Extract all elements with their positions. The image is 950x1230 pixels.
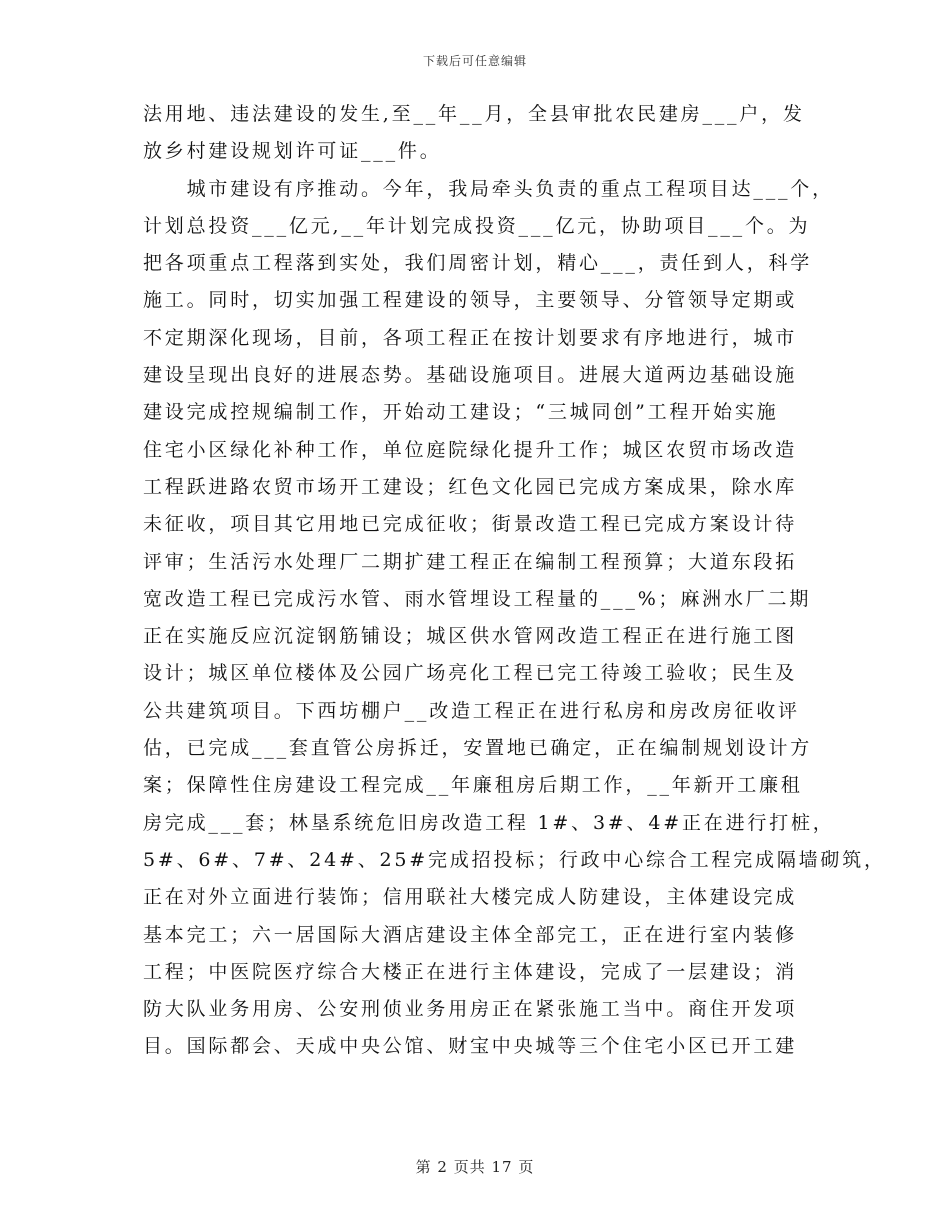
- text-line: 房完成___套；林垦系统危旧房改造工程 1#、3#、4#正在进行打桩，: [143, 811, 835, 834]
- text-line: 不定期深化现场，目前，各项工程正在按计划要求有序地进行，城市: [143, 326, 798, 349]
- text-line: 正在对外立面进行装饰；信用联社大楼完成人防建设，主体建设完成: [143, 886, 798, 909]
- text-line: 放乡村建设规划许可证___件。: [143, 140, 442, 163]
- text-line: 估，已完成___套直管公房拆迁，安置地已确定，正在编制规划设计方: [143, 737, 813, 760]
- text-line: 设计；城区单位楼体及公园广场亮化工程已完工待竣工验收；民生及: [143, 662, 798, 685]
- text-line: 5#、6#、7#、24#、25#完成招投标；行政中心综合工程完成隔墙砌筑，: [143, 848, 886, 871]
- text-line: 防大队业务用房、公安刑侦业务用房正在紧张施工当中。商住开发项: [143, 998, 798, 1021]
- text-line: 城市建设有序推动。今年，我局牵头负责的重点工程项目达___个，: [143, 177, 834, 200]
- text-line: 工程；中医院医疗综合大楼正在进行主体建设，完成了一层建设；消: [143, 960, 798, 983]
- text-line: 计划总投资___亿元,__年计划完成投资___亿元，协助项目___个。为: [143, 214, 811, 237]
- text-line: 住宅小区绿化补种工作，单位庭院绿化提升工作；城区农贸市场改造: [143, 438, 798, 461]
- text-line: 基本完工；六一居国际大酒店建设主体全部完工，正在进行室内装修: [143, 923, 798, 946]
- page-footer: 第 2 页共 17 页: [415, 1158, 535, 1176]
- text-line: 工程跃进路农贸市场开工建设；红色文化园已完成方案成果，除水库: [143, 475, 798, 498]
- text-line: 正在实施反应沉淀钢筋铺设；城区供水管网改造工程正在进行施工图: [143, 625, 798, 648]
- text-line: 施工。同时，切实加强工程建设的领导，主要领导、分管领导定期或: [143, 289, 798, 312]
- text-line: 未征收，项目其它用地已完成征收；街景改造工程已完成方案设计待: [143, 513, 798, 536]
- text-line: 建设呈现出良好的进展态势。基础设施项目。进展大道两边基础设施: [143, 364, 798, 387]
- text-line: 建设完成控规编制工作，开始动工建设；“三城同创”工程开始实施: [143, 401, 779, 424]
- text-line: 案；保障性住房建设工程完成__年廉租房后期工作，__年新开工廉租: [143, 774, 803, 797]
- text-line: 法用地、违法建设的发生,至__年__月，全县审批农民建房___户，发: [143, 103, 805, 125]
- page-header: 下载后可任意编辑: [422, 54, 527, 68]
- text-line: 评审；生活污水处理厂二期扩建工程正在编制工程预算；大道东段拓: [143, 550, 798, 573]
- text-line: 把各项重点工程落到实处，我们周密计划，精心___，责任到人，科学: [143, 252, 813, 275]
- text-line: 目。国际都会、天成中央公馆、财宝中央城等三个住宅小区已开工建: [143, 1035, 798, 1058]
- text-line: 公共建筑项目。下西坊棚户__改造工程正在进行私房和房改房征收评: [143, 699, 800, 722]
- document-body: [143, 96, 886, 1066]
- text-line: 宽改造工程已完成污水管、雨水管埋设工程量的___%；麻洲水厂二期: [143, 587, 812, 610]
